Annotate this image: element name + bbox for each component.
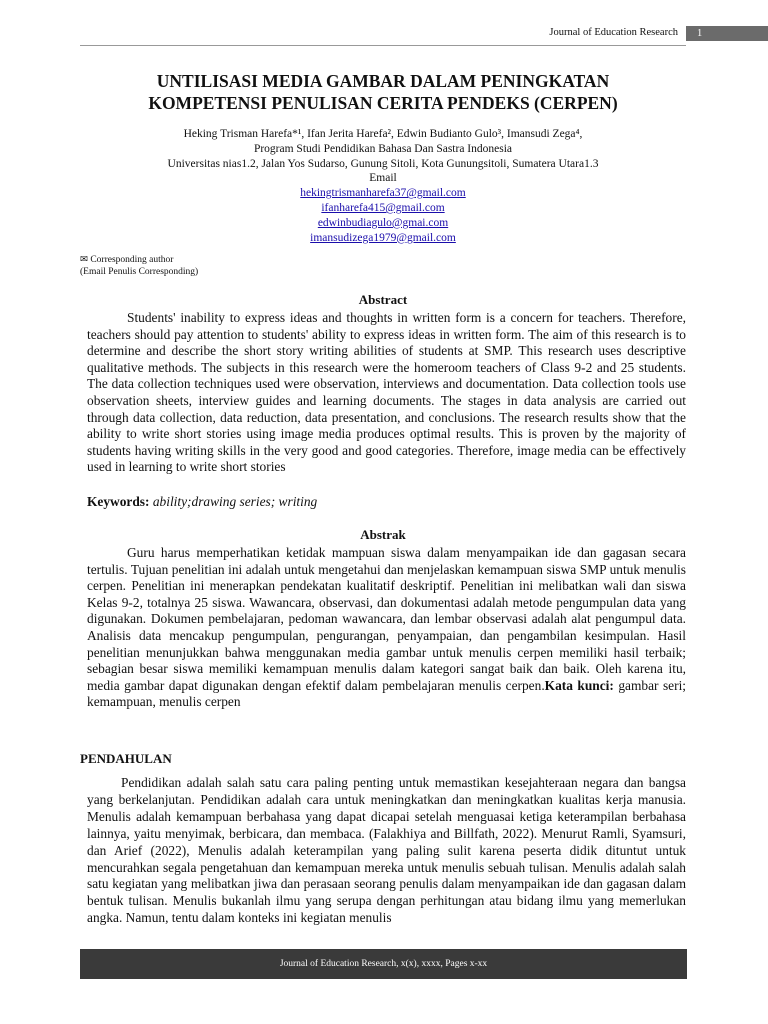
envelope-icon: ✉ <box>80 255 88 265</box>
paper-title <box>80 70 686 114</box>
corresponding-note <box>80 255 198 278</box>
email-label: Email <box>369 172 397 185</box>
abstrak-paragraph <box>87 545 686 711</box>
author-program: Program Studi Pendidikan Bahasa Dan Sastra Indonesia <box>253 142 513 155</box>
email-link-3[interactable]: edwinbudiagulo@gmai.com <box>317 216 449 229</box>
page-number: 1 <box>686 26 768 41</box>
keywords-label: Keywords: <box>87 494 150 509</box>
author-affiliation: Universitas nias1.2, Jalan Yos Sudarso, Gunung Sitoli, Kota Gunungsitoli, Sumatera Utara1.3 <box>167 157 599 170</box>
kata-kunci-label: Kata kunci: <box>544 677 614 693</box>
email-link-2[interactable]: ifanharefa415@gmail.com <box>321 201 445 214</box>
abstrak-text: Guru harus memperhatikan ketidak mampuan siswa dalam menyampaikan ide dan gagasan secara tertulis. Tujuan penelitian ini adalah untuk mengetahui dan menjelaskan kemampuan siswa SMP untuk menulis cerpen. Penelitian ini menerapkan pendekatan kualitatif deskriptif. Penelitian ini melibatkan wali dan siswa Kelas 9-2, totalnya 25 siswa. Wawancara, observasi, dan dokumentasi adalah metode pengumpulan data yang digunakan. Dokumen pembelajaran, pedoman wawancara, dan lembar observasi adalah alat pengumpul data. Analisis data mencakup pengumpulan, pengurangan, penyampaian, dan pengambilan kesimpulan. Hasil penelitian menunjukkan bahwa menggunakan media gambar untuk menulis cerpen memiliki hasil terbaik; sebagian besar siswa memiliki kemampuan menulis dalam kategori sangat baik dan baik. Oleh karena itu, media gambar dapat digunakan dengan efektif dalam pembelajaran menulis cerpen. <box>87 545 686 693</box>
author-names: Heking Trisman Harefa*¹, Ifan Jerita Harefa², Edwin Budianto Gulo³, Imansudi Zega⁴, <box>183 128 583 140</box>
email-link-1[interactable]: hekingtrismanharefa37@gmail.com <box>300 187 466 200</box>
author-block <box>80 127 686 245</box>
header-divider <box>80 45 686 46</box>
title-line-2: KOMPETENSI PENULISAN CERITA PENDEKS (CERPEN) <box>148 93 618 113</box>
corresponding-sub: (Email Penulis Corresponding) <box>80 266 199 277</box>
abstract-text: Students' inability to express ideas and thoughts in written form is a concern for teachers. Therefore, teachers should pay attention to students' ability to express ideas in written form. The aim of this research is to determine and describe the short story writing abilities of students at SMP. This research uses descriptive qualitative methods. The subjects in this research were the homeroom teachers of Class 9-2 and 25 students. The data collection techniques used were observation, interviews and documentation. Data collection tools use observation sheets, interview guides and learning documents. The stages in data analysis are carried out through data collection, data reduction, data presentation, and conclusions. The research results show that the ability to write short stories using image media produces optimal results. This is proven by the majority of students having writing skills in the very good and good categories. Therefore, image media can be effectively used in learning to write short stories <box>87 310 686 475</box>
pendahuluan-text: Pendidikan adalah salah satu cara paling penting untuk memastikan kesejahteraan negara dan bangsa yang berkelanjutan. Pendidikan adalah cara untuk meningkatkan dan meningkatkan kualitas kerja manusia. Menulis adalah kemampuan berbahasa yang dapat dicapai setelah menguasai ketiga keterampilan berbahasa lainnya, yaitu menyimak, berbicara, dan membaca. (Falakhiya and Billfath, 2022). Menurut Ramli, Syamsuri, dan Arief (2022), Menulis adalah keterampilan yang paling sulit karena peserta didik dituntut untuk mencurahkan segala pengetahuan dan kemampuan mereka untuk menulis sebuah tulisan. Menulis adalah salah satu kegiatan yang melibatkan jiwa dan perasaan seorang penulis dalam menyampaikan ide dan gagasan dalam bentuk tulisan. Menulis bukanlah ilmu yang serupa dengan perhitungan atau bidang ilmu yang memerlukan angka. Namun, tentu dalam konteks ini kegiatan menulis <box>87 775 686 926</box>
page-footer: Journal of Education Research, x(x), xxxx, Pages x-xx <box>80 949 687 979</box>
kata-kunci-value: gambar seri; kemampuan, menulis cerpen <box>87 677 687 710</box>
page-header <box>80 26 768 42</box>
abstrak-heading: Abstrak <box>360 527 406 542</box>
header-journal-name: Journal of Education Research <box>549 27 678 38</box>
abstract-heading: Abstract <box>358 292 408 307</box>
abstract-keywords <box>87 494 317 510</box>
email-link-4[interactable]: imansudizega1979@gmail.com <box>310 231 456 244</box>
title-line-1: UNTILISASI MEDIA GAMBAR DALAM PENINGKATAN <box>156 71 610 91</box>
keywords-value: ability;drawing series; writing <box>152 494 318 509</box>
corresponding-label: Corresponding author <box>90 255 174 265</box>
pendahuluan-heading: PENDAHULAN <box>80 751 172 766</box>
